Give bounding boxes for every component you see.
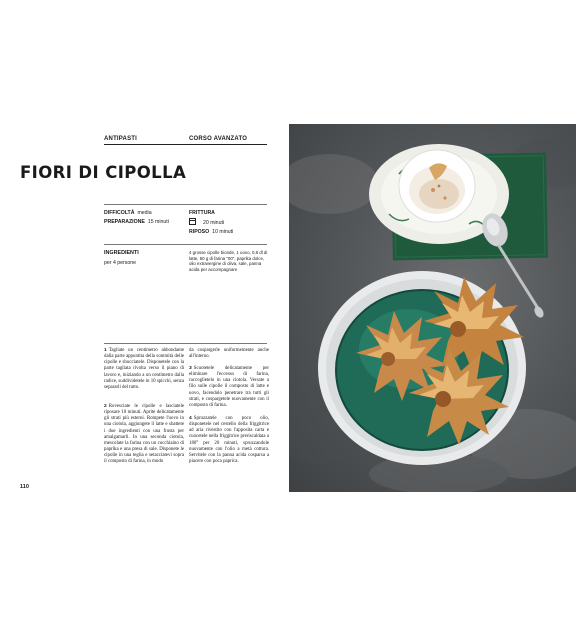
step-number: 4 — [189, 416, 192, 421]
step-text: Scuotetele delicatamente per eliminare l'eccesso di farina, raccoglietelo in una ciotola. Versate a filo sulle cipolle il composto di latte e uovo, facendolo penetrare tra tutti gli strati, e cospargetele nuovamente con il composto di farina. — [189, 366, 269, 408]
step-text: Rovesciate le cipolle e lasciatele riposare 10 minuti. Aprite delicatamente gli strati più esterni. Rompete l'uovo in una ciotola, aggiungete il latte e sbattete i due ingredienti con una frusta per amalgamarli. In una seconda ciotola, mescolate la farina con un cucchiaino di paprika e una presa di sale. Disponete le cipolle in una teglia e setacciatevi sopra il composto di farina, in modo — [104, 404, 184, 465]
difficulty-info — [104, 209, 152, 217]
header-rule — [104, 144, 267, 145]
step-1 — [104, 348, 184, 391]
fry-time — [189, 218, 224, 227]
step-number: 1 — [104, 348, 107, 353]
category-label: ANTIPASTI — [104, 136, 138, 142]
step-4 — [189, 416, 269, 465]
prep-label: PREPARAZIONE — [104, 219, 145, 225]
ingredients-list: 4 grosse cipolle bionde, 1 uovo, 0,8 dl di latte, 50 g di farina "00", paprika dolce, olio extravergine di oliva, sale, panna acida per accompagnare — [189, 250, 268, 272]
servings: per 4 persone — [104, 260, 137, 266]
recipe-photo — [289, 124, 576, 492]
step-3 — [189, 366, 269, 409]
photo-illustration — [289, 124, 576, 492]
step-2-continued — [189, 348, 269, 360]
steps-rule — [104, 343, 267, 344]
fry-value: 20 minuti — [203, 220, 225, 226]
prep-info — [104, 218, 169, 226]
rest-label: RIPOSO — [189, 229, 210, 235]
meta-rule-bottom — [104, 244, 267, 245]
step-2 — [104, 404, 184, 466]
step-text: Tagliate un centimetro abbondante dalla parte appuntita della sommità delle cipolle e sbucciatele. Disponetele con la parte tagliata rivolta verso il piano di lavoro e, iniziando a un centimetro dalla radice, suddividetele in 10 spicchi, senza separarli del tutto. — [104, 348, 184, 390]
prep-value: 15 minuti — [147, 219, 169, 225]
fry-label: FRITTURA — [189, 210, 215, 216]
ingredients-heading: INGREDIENTI — [104, 250, 139, 256]
step-number: 2 — [104, 404, 107, 409]
level-label: CORSO AVANZATO — [189, 136, 248, 142]
difficulty-label: DIFFICOLTÀ — [104, 210, 135, 216]
difficulty-value: media — [137, 210, 152, 216]
step-number: 3 — [189, 366, 192, 371]
calendar-icon — [189, 218, 196, 225]
page-number: 110 — [20, 484, 29, 490]
recipe-title: FIORI DI CIPOLLA — [20, 163, 187, 182]
fry-info — [189, 209, 218, 217]
rest-info — [189, 228, 233, 236]
step-text: Spruzzatele con poco olio, disponetele nel cestello della friggitrice ad aria rivestito con l'apposita carta e cuocetele nella friggitrice preriscaldata a 180° per 20 minuti, spruzzandole nuovamente con l'olio a metà cottura. Servitele con la panna acida cosparsa a piacere con poca paprica. — [189, 416, 269, 465]
rest-value: 10 minuti — [212, 229, 234, 235]
meta-rule-top — [104, 204, 267, 205]
step-text: da cospargerle uniformemente anche all'interno. — [189, 348, 269, 360]
